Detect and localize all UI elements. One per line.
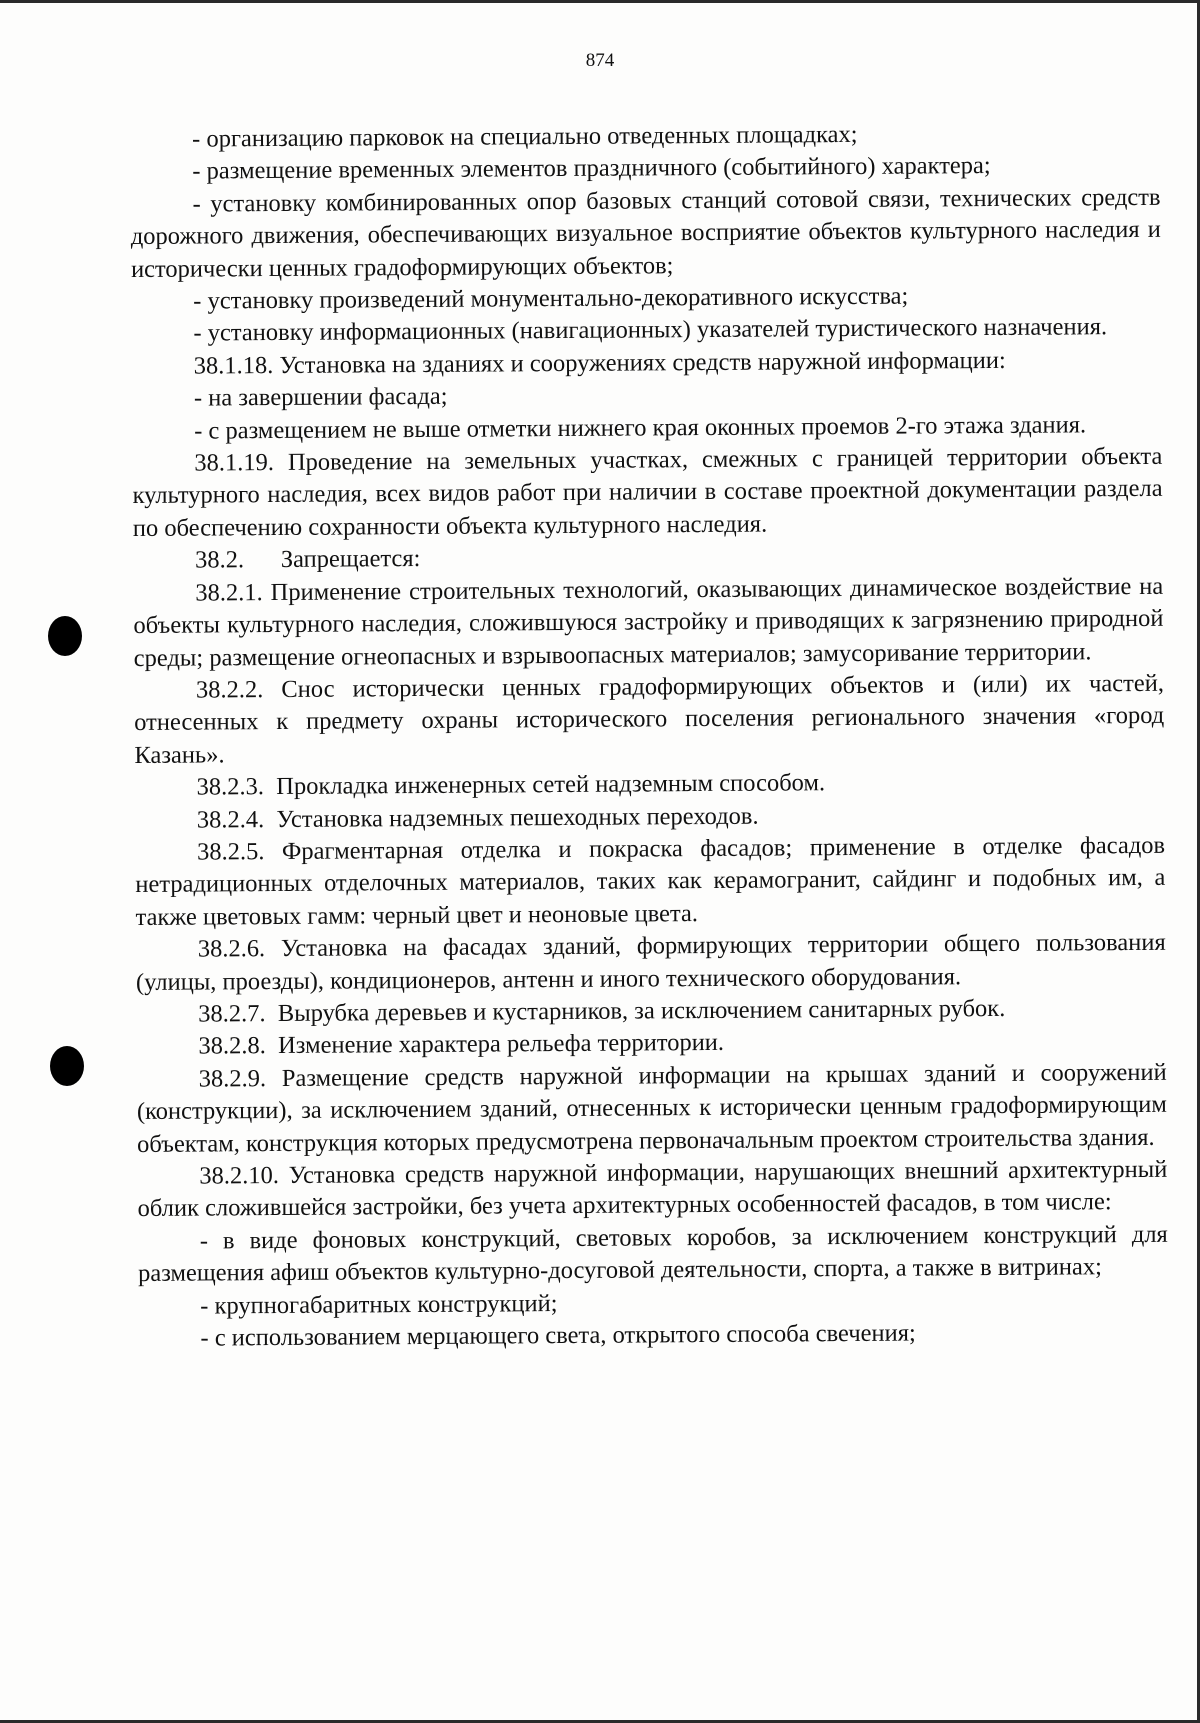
paragraph: - крупногабаритных конструкций; (200, 1289, 558, 1320)
paragraph: - на завершении фасада; (193, 383, 448, 412)
paragraph: - размещение временных элементов праздничного (событийного) характера; (192, 152, 991, 185)
page-number: 874 (585, 50, 615, 71)
paragraph: - установку комбинированных опор базовых станций сотовой связи, технических средств дорожного движения, обеспечивающих визуальное восприятие объектов культурного наследия и исторически ценных градоформирующих объектов; (130, 183, 1161, 283)
paragraph-38-2-1: 38.2.1. Применение строительных технологий, оказывающих динамическое воздействие на объекты культурного наследия, сложившуюся застройку и приводящих к загрязнению природной среды; размещение огнеопасных и взрывоопасных материалов; замусоривание территории. (133, 572, 1164, 672)
punch-hole-upper (48, 616, 82, 656)
paragraph-38-1-18: 38.1.18. Установка на зданиях и сооружениях средств наружной информации: (193, 346, 1006, 380)
paragraph: - установку произведений монументально-декоративного искусства; (193, 282, 909, 315)
paragraph-38-1-19: 38.1.19. Проведение на земельных участках, смежных с границей территории объекта культурного наследия, всех видов работ при наличии в составе проектной документации раздела по обеспечению сохранности объекта культурного наследия. (132, 442, 1163, 542)
punch-hole-lower (50, 1046, 84, 1086)
paragraph-38-2-9: 38.2.9. Размещение средств наружной информации на крышах зданий и сооружений (конструкции), за исключением зданий, отнесенных к исторически ценным градоформирующим объектам, конструкция которых предусмотрена первоначальным проектом строительства здания. (136, 1058, 1167, 1158)
paragraph: - организацию парковок на специально отведенных площадках; (192, 120, 858, 153)
document-body (130, 117, 1169, 1356)
paragraph-38-2-8: 38.2.8. Изменение характера рельефа территории. (198, 1029, 725, 1060)
paragraph-38-2-5: 38.2.5. Фрагментарная отделка и покраска фасадов; применение в отделке фасадов нетрадиционных отделочных материалов, таких как керамогранит, сайдинг и подобных им, а также цветовых гамм: черный цвет и неоновые цвета. (135, 831, 1166, 931)
paragraph-38-2-6: 38.2.6. Установка на фасадах зданий, формирующих территории общего пользования (улицы, проезды), кондиционеров, антенн и иного технического оборудования. (135, 928, 1166, 996)
paragraph: - установку информационных (навигационных) указателей туристического назначения. (193, 313, 1108, 347)
scan-edge-top (0, 0, 1200, 3)
paragraph-38-2-3: 38.2.3. Прокладка инженерных сетей надземным способом. (196, 769, 826, 801)
paragraph: - в виде фоновых конструкций, световых коробов, за исключением конструкций для размещения афиш объектов культурно-досуговой деятельности, спорта, а также в витринах; (137, 1220, 1168, 1288)
paragraph: - с использованием мерцающего света, открытого способа свечения; (200, 1319, 916, 1352)
paragraph-38-2-7: 38.2.7. Вырубка деревьев и кустарников, за исключением санитарных рубок. (198, 994, 1006, 1028)
paragraph-38-2-10: 38.2.10. Установка средств наружной информации, нарушающих внешний архитектурный облик сложившейся застройки, без учета архитектурных особенностей фасадов, в том числе: (137, 1155, 1168, 1223)
paragraph-38-2-4: 38.2.4. Установка надземных пешеходных переходов. (196, 802, 759, 834)
paragraph-38-2: 38.2. Запрещается: (194, 545, 421, 574)
paragraph: - с размещением не выше отметки нижнего края оконных проемов 2-го этажа здания. (194, 410, 1087, 445)
paragraph-38-2-2: 38.2.2. Снос исторически ценных градоформирующих объектов и (или) их частей, отнесенных к предмету охраны исторического поселения регионального значения «город Казань». (134, 669, 1165, 769)
